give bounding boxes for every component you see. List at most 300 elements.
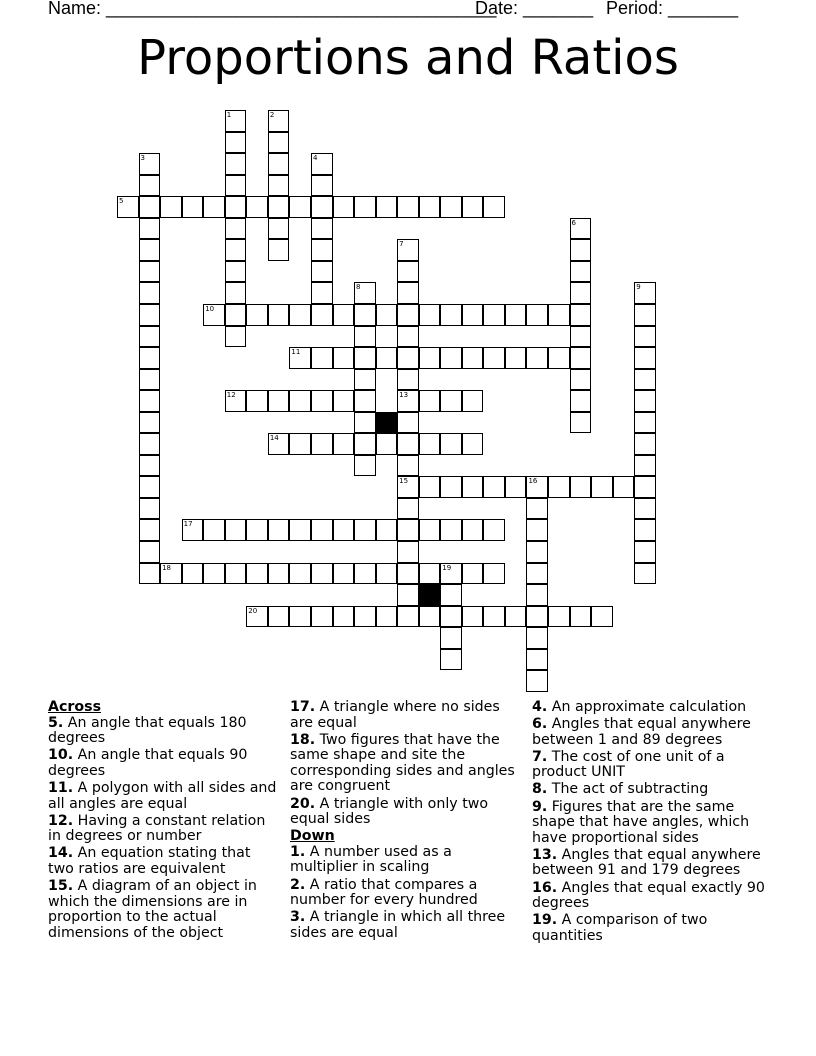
- blocked-cell: [419, 584, 441, 606]
- grid-cell[interactable]: [505, 347, 527, 369]
- grid-cell[interactable]: [634, 519, 656, 541]
- grid-cell[interactable]: [311, 196, 333, 218]
- grid-cell[interactable]: [311, 606, 333, 628]
- grid-cell[interactable]: [139, 476, 161, 498]
- grid-cell[interactable]: [397, 347, 419, 369]
- clue-item: [532, 700, 772, 716]
- grid-cell[interactable]: [376, 347, 398, 369]
- grid-cell[interactable]: [526, 519, 548, 541]
- grid-cell[interactable]: [268, 433, 290, 455]
- grid-cell[interactable]: [225, 326, 247, 348]
- grid-cell[interactable]: [139, 563, 161, 585]
- grid-cell[interactable]: [397, 239, 419, 261]
- grid-cell[interactable]: [634, 476, 656, 498]
- grid-cell[interactable]: [462, 433, 484, 455]
- grid-cell[interactable]: [354, 326, 376, 348]
- clue-text: The act of subtracting: [547, 781, 709, 798]
- grid-cell[interactable]: [225, 196, 247, 218]
- clue-text: An angle that equals 90 degrees: [48, 747, 248, 779]
- grid-cell[interactable]: [354, 304, 376, 326]
- grid-cell[interactable]: [311, 433, 333, 455]
- grid-cell[interactable]: [397, 455, 419, 477]
- grid-cell[interactable]: [634, 433, 656, 455]
- grid-cell[interactable]: [548, 304, 570, 326]
- grid-cell[interactable]: [570, 369, 592, 391]
- grid-cell[interactable]: [570, 390, 592, 412]
- grid-cell[interactable]: [462, 519, 484, 541]
- grid-cell[interactable]: [268, 390, 290, 412]
- grid-cell[interactable]: [483, 196, 505, 218]
- clue-number-label: 1.: [290, 843, 306, 860]
- grid-cell[interactable]: [376, 304, 398, 326]
- grid-cell[interactable]: [634, 304, 656, 326]
- clue-number-label: 15.: [48, 878, 74, 895]
- grid-cell[interactable]: [268, 606, 290, 628]
- grid-cell[interactable]: [570, 412, 592, 434]
- grid-cell[interactable]: [505, 606, 527, 628]
- clue-number-label: 2.: [290, 876, 306, 893]
- grid-cell[interactable]: [268, 218, 290, 240]
- grid-cell[interactable]: [311, 261, 333, 283]
- grid-cell[interactable]: [139, 239, 161, 261]
- clue-number: 18: [162, 563, 172, 572]
- grid-cell[interactable]: [419, 196, 441, 218]
- grid-cell[interactable]: [225, 282, 247, 304]
- grid-cell[interactable]: [419, 563, 441, 585]
- grid-cell[interactable]: [570, 239, 592, 261]
- clue-item: [48, 748, 280, 779]
- grid-cell[interactable]: [311, 304, 333, 326]
- grid-cell[interactable]: [570, 218, 592, 240]
- grid-cell[interactable]: [419, 606, 441, 628]
- grid-cell[interactable]: [289, 304, 311, 326]
- grid-cell[interactable]: [440, 196, 462, 218]
- grid-cell[interactable]: [246, 606, 268, 628]
- grid-cell[interactable]: [268, 175, 290, 197]
- clue-text: A diagram of an object in which the dimensions are in proportion to the actual dimensions of the object: [48, 878, 257, 941]
- clue-text: A comparison of two quantities: [532, 912, 708, 944]
- clue-number-label: 4.: [532, 699, 548, 715]
- grid-cell[interactable]: [139, 304, 161, 326]
- grid-cell[interactable]: [440, 606, 462, 628]
- grid-cell[interactable]: [548, 606, 570, 628]
- grid-cell[interactable]: [440, 433, 462, 455]
- grid-cell[interactable]: [526, 347, 548, 369]
- grid-cell[interactable]: [139, 282, 161, 304]
- grid-cell[interactable]: [225, 175, 247, 197]
- clue-item: [48, 716, 280, 747]
- grid-cell[interactable]: [397, 498, 419, 520]
- grid-cell[interactable]: [354, 606, 376, 628]
- grid-cell[interactable]: [397, 261, 419, 283]
- grid-cell[interactable]: [570, 282, 592, 304]
- period-field[interactable]: Period: _______: [606, 0, 739, 18]
- grid-cell[interactable]: [440, 584, 462, 606]
- clue-column-1: [48, 700, 280, 943]
- grid-cell[interactable]: [333, 433, 355, 455]
- grid-cell[interactable]: [268, 153, 290, 175]
- clue-number-label: 7.: [532, 748, 548, 765]
- grid-cell[interactable]: [462, 304, 484, 326]
- grid-cell[interactable]: [440, 476, 462, 498]
- grid-cell[interactable]: [289, 196, 311, 218]
- clue-item: [290, 845, 522, 876]
- clue-text: An equation stating that two ratios are equivalent: [48, 845, 251, 877]
- grid-cell[interactable]: [440, 563, 462, 585]
- clue-item: [532, 717, 772, 748]
- grid-cell[interactable]: [440, 390, 462, 412]
- grid-cell[interactable]: [634, 347, 656, 369]
- grid-cell[interactable]: [440, 519, 462, 541]
- grid-cell[interactable]: [634, 541, 656, 563]
- grid-cell[interactable]: [462, 476, 484, 498]
- grid-cell[interactable]: [440, 304, 462, 326]
- clue-item: [48, 781, 280, 812]
- grid-cell[interactable]: [397, 196, 419, 218]
- grid-cell[interactable]: [333, 347, 355, 369]
- grid-cell[interactable]: [419, 304, 441, 326]
- grid-cell[interactable]: [462, 196, 484, 218]
- grid-cell[interactable]: [182, 196, 204, 218]
- clue-number: 2: [269, 111, 275, 119]
- clue-item: [290, 700, 522, 731]
- grid-cell[interactable]: [526, 476, 548, 498]
- grid-cell[interactable]: [397, 541, 419, 563]
- grid-cell[interactable]: [419, 347, 441, 369]
- clue-number-label: 18.: [290, 731, 316, 748]
- grid-cell[interactable]: [376, 563, 398, 585]
- clue-number: 8: [356, 283, 361, 292]
- grid-cell[interactable]: [634, 412, 656, 434]
- grid-cell[interactable]: [526, 304, 548, 326]
- grid-cell[interactable]: [354, 519, 376, 541]
- grid-cell[interactable]: [311, 347, 333, 369]
- grid-cell[interactable]: [311, 175, 333, 197]
- grid-cell[interactable]: [139, 153, 161, 175]
- grid-cell[interactable]: [139, 326, 161, 348]
- grid-cell[interactable]: [333, 563, 355, 585]
- clue-number: 3: [140, 154, 146, 163]
- grid-cell[interactable]: [268, 110, 290, 132]
- grid-cell[interactable]: [634, 498, 656, 520]
- grid-cell[interactable]: [246, 519, 268, 541]
- grid-cell[interactable]: [225, 563, 247, 585]
- grid-cell[interactable]: [419, 433, 441, 455]
- grid-cell[interactable]: [354, 369, 376, 391]
- clue-text: Angles that equal anywhere between 1 and 89 degrees: [532, 716, 751, 748]
- grid-cell[interactable]: [483, 304, 505, 326]
- clue-item: [532, 913, 772, 944]
- grid-cell[interactable]: [462, 347, 484, 369]
- grid-cell[interactable]: [311, 153, 333, 175]
- grid-cell[interactable]: [354, 433, 376, 455]
- grid-cell[interactable]: [526, 498, 548, 520]
- grid-cell[interactable]: [225, 153, 247, 175]
- clue-number: 15: [399, 477, 409, 486]
- grid-cell[interactable]: [139, 455, 161, 477]
- grid-cell[interactable]: [376, 433, 398, 455]
- grid-cell[interactable]: [203, 519, 225, 541]
- grid-cell[interactable]: [591, 476, 613, 498]
- clue-text: A number used as a multiplier in scaling: [290, 843, 452, 876]
- clue-number: 9: [636, 283, 641, 292]
- date-field[interactable]: Date: _______: [475, 0, 594, 18]
- clue-text: A triangle with only two equal sides: [290, 795, 489, 828]
- clue-number: 19: [442, 563, 452, 572]
- grid-cell[interactable]: [634, 282, 656, 304]
- grid-cell[interactable]: [526, 563, 548, 585]
- grid-cell[interactable]: [591, 606, 613, 628]
- grid-cell[interactable]: [462, 390, 484, 412]
- grid-cell[interactable]: [289, 347, 311, 369]
- grid-cell[interactable]: [354, 282, 376, 304]
- grid-cell[interactable]: [419, 390, 441, 412]
- grid-cell[interactable]: [570, 261, 592, 283]
- grid-cell[interactable]: [397, 304, 419, 326]
- clue-number: 5: [119, 197, 124, 206]
- grid-cell[interactable]: [354, 412, 376, 434]
- clue-item: [532, 881, 772, 912]
- grid-cell[interactable]: [139, 218, 161, 240]
- grid-cell[interactable]: [117, 196, 139, 218]
- clue-number-label: 3.: [290, 909, 306, 926]
- clue-number-label: 19.: [532, 912, 558, 929]
- grid-cell[interactable]: [289, 390, 311, 412]
- clue-number-label: 6.: [532, 716, 548, 733]
- grid-cell[interactable]: [526, 670, 548, 692]
- grid-cell[interactable]: [268, 563, 290, 585]
- grid-cell[interactable]: [376, 606, 398, 628]
- clue-section-heading: Down: [290, 828, 335, 845]
- grid-cell[interactable]: [311, 239, 333, 261]
- grid-cell[interactable]: [634, 390, 656, 412]
- grid-cell[interactable]: [225, 261, 247, 283]
- grid-cell[interactable]: [139, 261, 161, 283]
- clue-column-2: [290, 700, 522, 943]
- clue-item: [532, 782, 772, 798]
- grid-cell[interactable]: [246, 563, 268, 585]
- grid-cell[interactable]: [289, 606, 311, 628]
- grid-cell[interactable]: [160, 196, 182, 218]
- grid-cell[interactable]: [483, 476, 505, 498]
- grid-cell[interactable]: [139, 412, 161, 434]
- grid-cell[interactable]: [225, 519, 247, 541]
- grid-cell[interactable]: [440, 649, 462, 671]
- clue-item: [48, 879, 280, 941]
- clue-number: 12: [226, 391, 236, 400]
- grid-cell[interactable]: [182, 563, 204, 585]
- grid-cell[interactable]: [139, 519, 161, 541]
- clue-text: A triangle in which all three sides are equal: [290, 909, 506, 941]
- grid-cell[interactable]: [440, 347, 462, 369]
- clue-item: [290, 878, 522, 909]
- grid-cell[interactable]: [160, 563, 182, 585]
- clue-number-label: 12.: [48, 812, 74, 829]
- grid-cell[interactable]: [397, 476, 419, 498]
- clue-number-label: 14.: [48, 845, 74, 862]
- clue-text: Figures that are the same shape that have angles, which have proportional sides: [532, 798, 750, 846]
- clue-text: Two figures that have the same shape and site the corresponding sides and angles are congruent: [290, 731, 515, 795]
- grid-cell[interactable]: [483, 519, 505, 541]
- grid-cell[interactable]: [419, 519, 441, 541]
- grid-cell[interactable]: [225, 390, 247, 412]
- clue-number-label: 8.: [532, 781, 548, 798]
- grid-cell[interactable]: [354, 563, 376, 585]
- clue-item: [48, 846, 280, 877]
- grid-cell[interactable]: [246, 304, 268, 326]
- grid-cell[interactable]: [397, 433, 419, 455]
- clue-text: Angles that equal exactly 90 degrees: [532, 879, 765, 912]
- grid-cell[interactable]: [311, 218, 333, 240]
- clue-item: [532, 750, 772, 781]
- grid-cell[interactable]: [548, 347, 570, 369]
- clue-text: An approximate calculation: [547, 699, 747, 715]
- clue-text: A triangle where no sides are equal: [290, 699, 500, 731]
- grid-cell[interactable]: [354, 347, 376, 369]
- grid-cell[interactable]: [203, 563, 225, 585]
- grid-cell[interactable]: [462, 563, 484, 585]
- grid-cell[interactable]: [570, 606, 592, 628]
- grid-cell[interactable]: [225, 110, 247, 132]
- grid-cell[interactable]: [526, 627, 548, 649]
- grid-cell[interactable]: [526, 584, 548, 606]
- grid-cell[interactable]: [333, 196, 355, 218]
- grid-cell[interactable]: [225, 132, 247, 154]
- grid-cell[interactable]: [268, 304, 290, 326]
- clue-number: 14: [269, 434, 279, 443]
- clue-number: 16: [528, 477, 538, 486]
- grid-cell[interactable]: [354, 390, 376, 412]
- grid-cell[interactable]: [483, 606, 505, 628]
- grid-cell[interactable]: [440, 627, 462, 649]
- grid-cell[interactable]: [311, 390, 333, 412]
- grid-cell[interactable]: [333, 519, 355, 541]
- grid-cell[interactable]: [354, 196, 376, 218]
- clue-item: [532, 848, 772, 879]
- grid-cell[interactable]: [246, 390, 268, 412]
- clue-item: [290, 910, 522, 941]
- grid-cell[interactable]: [570, 476, 592, 498]
- grid-cell[interactable]: [311, 563, 333, 585]
- grid-cell[interactable]: [526, 541, 548, 563]
- grid-cell[interactable]: [397, 326, 419, 348]
- grid-cell[interactable]: [483, 347, 505, 369]
- grid-cell[interactable]: [139, 196, 161, 218]
- grid-cell[interactable]: [139, 175, 161, 197]
- grid-cell[interactable]: [333, 304, 355, 326]
- grid-cell[interactable]: [333, 390, 355, 412]
- grid-cell[interactable]: [289, 433, 311, 455]
- clue-number-label: 9.: [532, 798, 548, 815]
- grid-cell[interactable]: [182, 519, 204, 541]
- grid-cell[interactable]: [203, 304, 225, 326]
- clue-number: 17: [183, 520, 193, 529]
- clue-number: 20: [248, 606, 258, 615]
- grid-cell[interactable]: [311, 282, 333, 304]
- clue-number: 13: [399, 391, 409, 400]
- grid-cell[interactable]: [268, 239, 290, 261]
- clue-number: 7: [399, 240, 404, 249]
- grid-cell[interactable]: [634, 563, 656, 585]
- grid-cell[interactable]: [483, 563, 505, 585]
- grid-cell[interactable]: [397, 606, 419, 628]
- grid-cell[interactable]: [634, 455, 656, 477]
- clue-item: [290, 733, 522, 795]
- clue-number-label: 16.: [532, 879, 558, 896]
- grid-cell[interactable]: [570, 347, 592, 369]
- grid-cell[interactable]: [268, 132, 290, 154]
- grid-cell[interactable]: [139, 369, 161, 391]
- grid-cell[interactable]: [311, 519, 333, 541]
- grid-cell[interactable]: [289, 563, 311, 585]
- clue-number-label: 10.: [48, 747, 74, 764]
- grid-cell[interactable]: [397, 584, 419, 606]
- grid-cell[interactable]: [419, 476, 441, 498]
- grid-cell[interactable]: [333, 606, 355, 628]
- grid-cell[interactable]: [268, 519, 290, 541]
- name-field[interactable]: Name: _______________________________________: [48, 0, 497, 18]
- grid-cell[interactable]: [139, 541, 161, 563]
- clue-section-heading: Across: [48, 699, 102, 715]
- grid-cell[interactable]: [397, 563, 419, 585]
- grid-cell[interactable]: [505, 304, 527, 326]
- grid-cell[interactable]: [397, 519, 419, 541]
- clue-text: A polygon with all sides and all angles are equal: [48, 779, 277, 812]
- clue-number-label: 11.: [48, 779, 74, 796]
- clue-column-3: [532, 700, 772, 946]
- grid-cell[interactable]: [139, 433, 161, 455]
- grid-cell[interactable]: [225, 218, 247, 240]
- grid-cell[interactable]: [505, 476, 527, 498]
- clue-number-label: 5.: [48, 714, 64, 731]
- grid-cell[interactable]: [397, 282, 419, 304]
- clue-number-label: 13.: [532, 846, 558, 863]
- grid-cell[interactable]: [613, 476, 635, 498]
- grid-cell[interactable]: [354, 455, 376, 477]
- grid-cell[interactable]: [203, 196, 225, 218]
- grid-cell[interactable]: [376, 196, 398, 218]
- grid-cell[interactable]: [570, 326, 592, 348]
- grid-cell[interactable]: [397, 390, 419, 412]
- grid-cell[interactable]: [139, 390, 161, 412]
- grid-cell[interactable]: [268, 196, 290, 218]
- clue-number-label: 17.: [290, 699, 316, 715]
- grid-cell[interactable]: [397, 369, 419, 391]
- grid-cell[interactable]: [139, 498, 161, 520]
- grid-cell[interactable]: [548, 476, 570, 498]
- clue-number: 4: [312, 154, 318, 163]
- grid-cell[interactable]: [246, 196, 268, 218]
- grid-cell[interactable]: [526, 649, 548, 671]
- grid-cell[interactable]: [289, 519, 311, 541]
- grid-cell[interactable]: [634, 369, 656, 391]
- grid-cell[interactable]: [139, 347, 161, 369]
- grid-cell[interactable]: [570, 304, 592, 326]
- grid-cell[interactable]: [634, 326, 656, 348]
- grid-cell[interactable]: [225, 239, 247, 261]
- clue-number-label: 20.: [290, 795, 316, 812]
- clue-item: [290, 797, 522, 828]
- grid-cell[interactable]: [526, 606, 548, 628]
- grid-cell[interactable]: [225, 304, 247, 326]
- clue-item: [48, 814, 280, 845]
- clue-number: 6: [571, 218, 577, 227]
- grid-cell[interactable]: [376, 519, 398, 541]
- grid-cell[interactable]: [462, 606, 484, 628]
- clue-number: 10: [205, 304, 215, 313]
- grid-cell[interactable]: [397, 412, 419, 434]
- clue-text: The cost of one unit of a product UNIT: [532, 748, 725, 781]
